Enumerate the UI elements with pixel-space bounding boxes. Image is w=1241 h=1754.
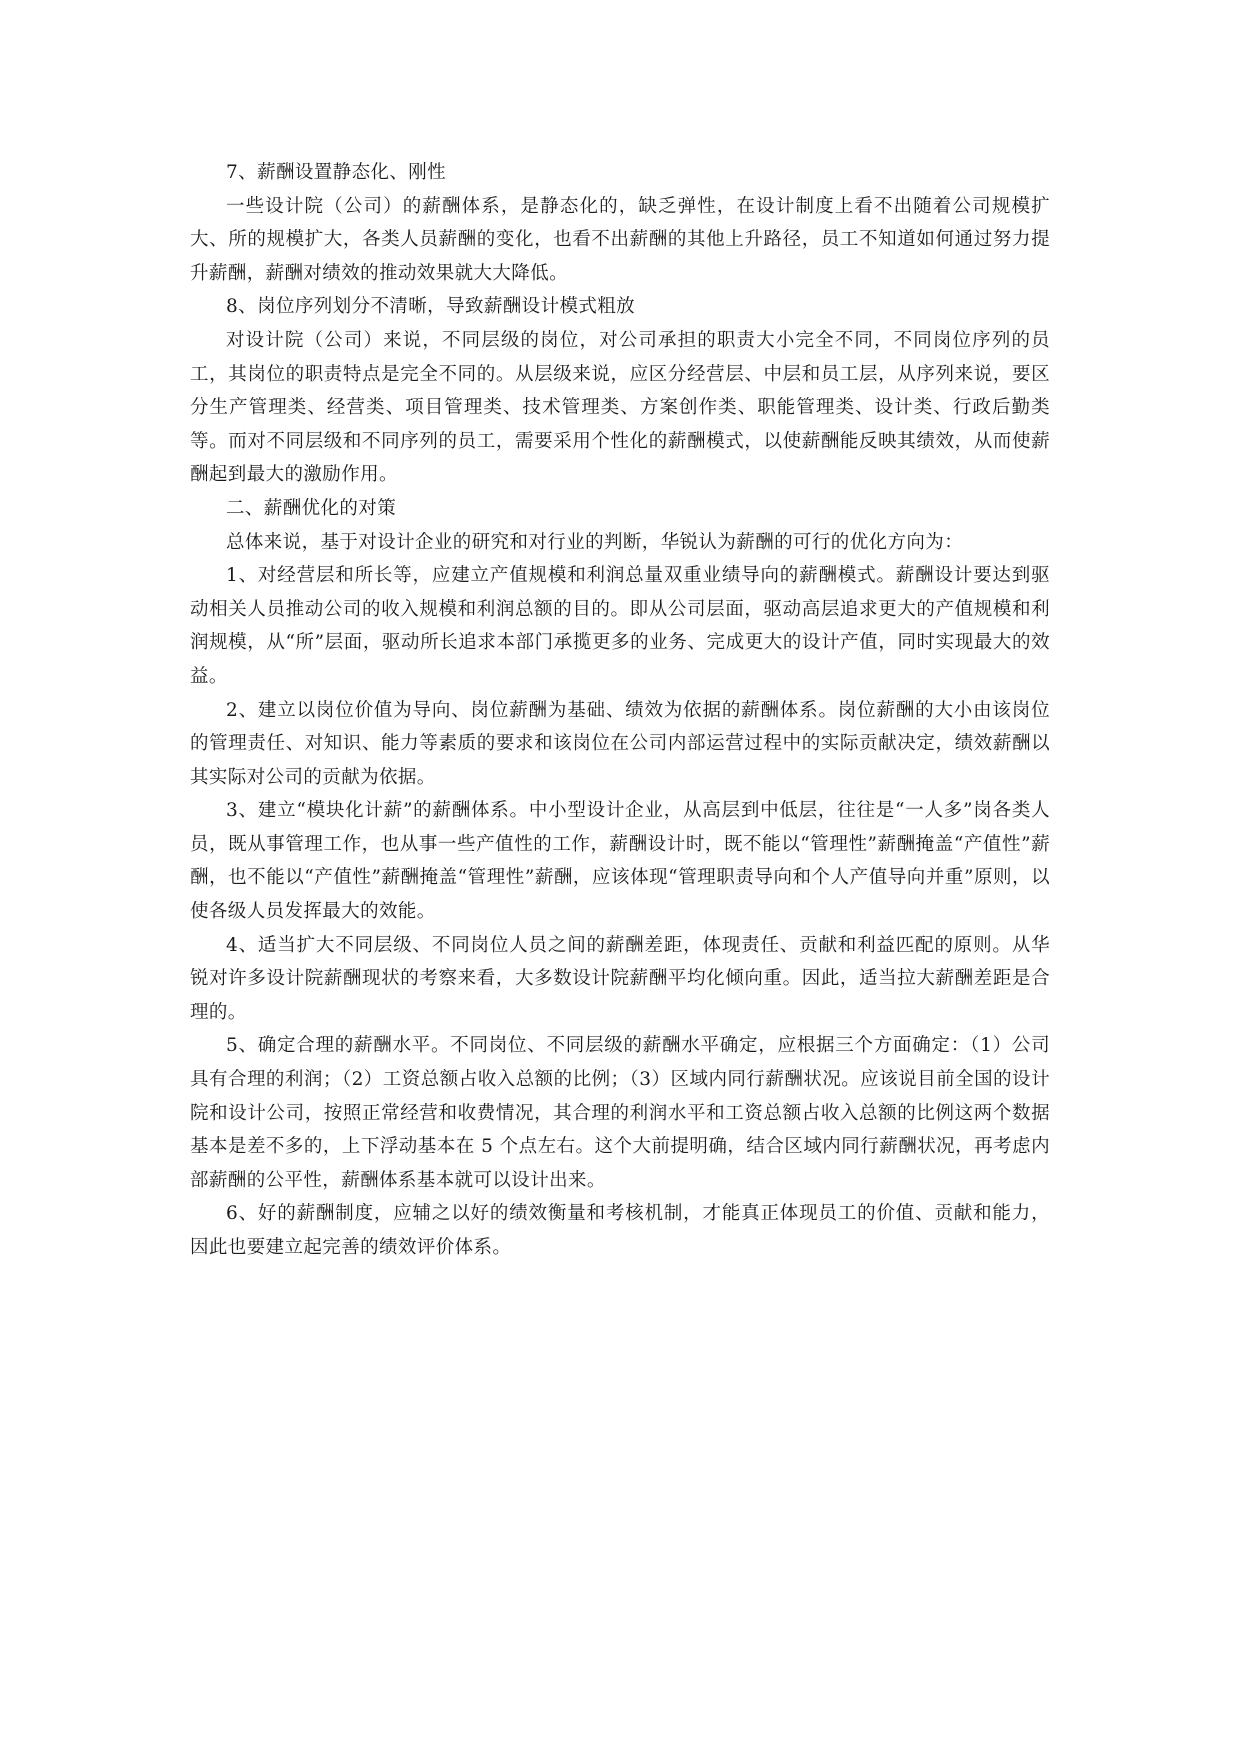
paragraph-item-5: 5、确定合理的薪酬水平。不同岗位、不同层级的薪酬水平确定，应根据三个方面确定：（1）公司具有合理的利润；（2）工资总额占收入总额的比例；（3）区域内同行薪酬状况。应该说目前全国的设计院和设计公司，按照正常经营和收费情况，其合理的利润水平和工资总额占收入总额的比例这两个数据基本是差不多的，上下浮动基本在 5 个点左右。这个大前提明确，结合区域内同行薪酬状况，再考虑内部薪酬的公平性，薪酬体系基本就可以设计出来。 [190, 1035, 1050, 1191]
paragraph-item-4: 4、适当扩大不同层级、不同岗位人员之间的薪酬差距，体现责任、贡献和利益匹配的原则。从华锐对许多设计院薪酬现状的考察来看，大多数设计院薪酬平均化倾向重。因此，适当拉大薪酬差距是合理的。 [190, 934, 1050, 1023]
paragraph-overview: 总体来说，基于对设计企业的研究和对行业的判断，华锐认为薪酬的可行的优化方向为： [226, 531, 964, 553]
section-heading-8: 8、岗位序列划分不清晰，导致薪酬设计模式粗放 [226, 296, 636, 318]
section-heading-optimization: 二、薪酬优化的对策 [226, 497, 397, 519]
paragraph-static-salary: 一些设计院（公司）的薪酬体系，是静态化的，缺乏弹性，在设计制度上看不出随着公司规模扩大、所的规模扩大，各类人员薪酬的变化，也看不出薪酬的其他上升路径，员工不知道如何通过努力提升薪酬，薪酬对绩效的推动效果就大大降低。 [190, 195, 1050, 284]
document-body [190, 156, 1050, 1265]
paragraph-item-2: 2、建立以岗位价值为导向、岗位薪酬为基础、绩效为依据的薪酬体系。岗位薪酬的大小由该岗位的管理责任、对知识、能力等素质的要求和该岗位在公司内部运营过程中的实际贡献决定，绩效薪酬以其实际对公司的贡献为依据。 [190, 699, 1050, 788]
section-heading-7: 7、薪酬设置静态化、刚性 [226, 162, 447, 183]
paragraph-position-sequence: 对设计院（公司）来说，不同层级的岗位，对公司承担的职责大小完全不同，不同岗位序列的员工，其岗位的职责特点是完全不同的。从层级来说，应区分经营层、中层和员工层，从序列来说，要区分生产管理类、经营类、项目管理类、技术管理类、方案创作类、职能管理类、设计类、行政后勤类等。而对不同层级和不同序列的员工，需要采用个性化的薪酬模式，以使薪酬能反映其绩效，从而使薪酬起到最大的激励作用。 [190, 329, 1050, 486]
paragraph-item-6: 6、好的薪酬制度，应辅之以好的绩效衡量和考核机制，才能真正体现员工的价值、贡献和能力，因此也要建立起完善的绩效评价体系。 [190, 1203, 1050, 1258]
paragraph-item-3: 3、建立“模块化计薪”的薪酬体系。中小型设计企业，从高层到中低层，往往是“一人多”岗各类人员，既从事管理工作，也从事一些产值性的工作，薪酬设计时，既不能以“管理性”薪酬掩盖“产值性”薪酬，也不能以“产值性”薪酬掩盖“管理性”薪酬，应该体现“管理职责导向和个人产值导向并重”原则，以使各级人员发挥最大的效能。 [190, 800, 1050, 923]
paragraph-item-1: 1、对经营层和所长等，应建立产值规模和利润总量双重业绩导向的薪酬模式。薪酬设计要达到驱动相关人员推动公司的收入规模和利润总额的目的。即从公司层面，驱动高层追求更大的产值规模和利润规模，从“所”层面，驱动所长追求本部门承揽更多的业务、完成更大的设计产值，同时实现最大的效益。 [190, 565, 1050, 687]
